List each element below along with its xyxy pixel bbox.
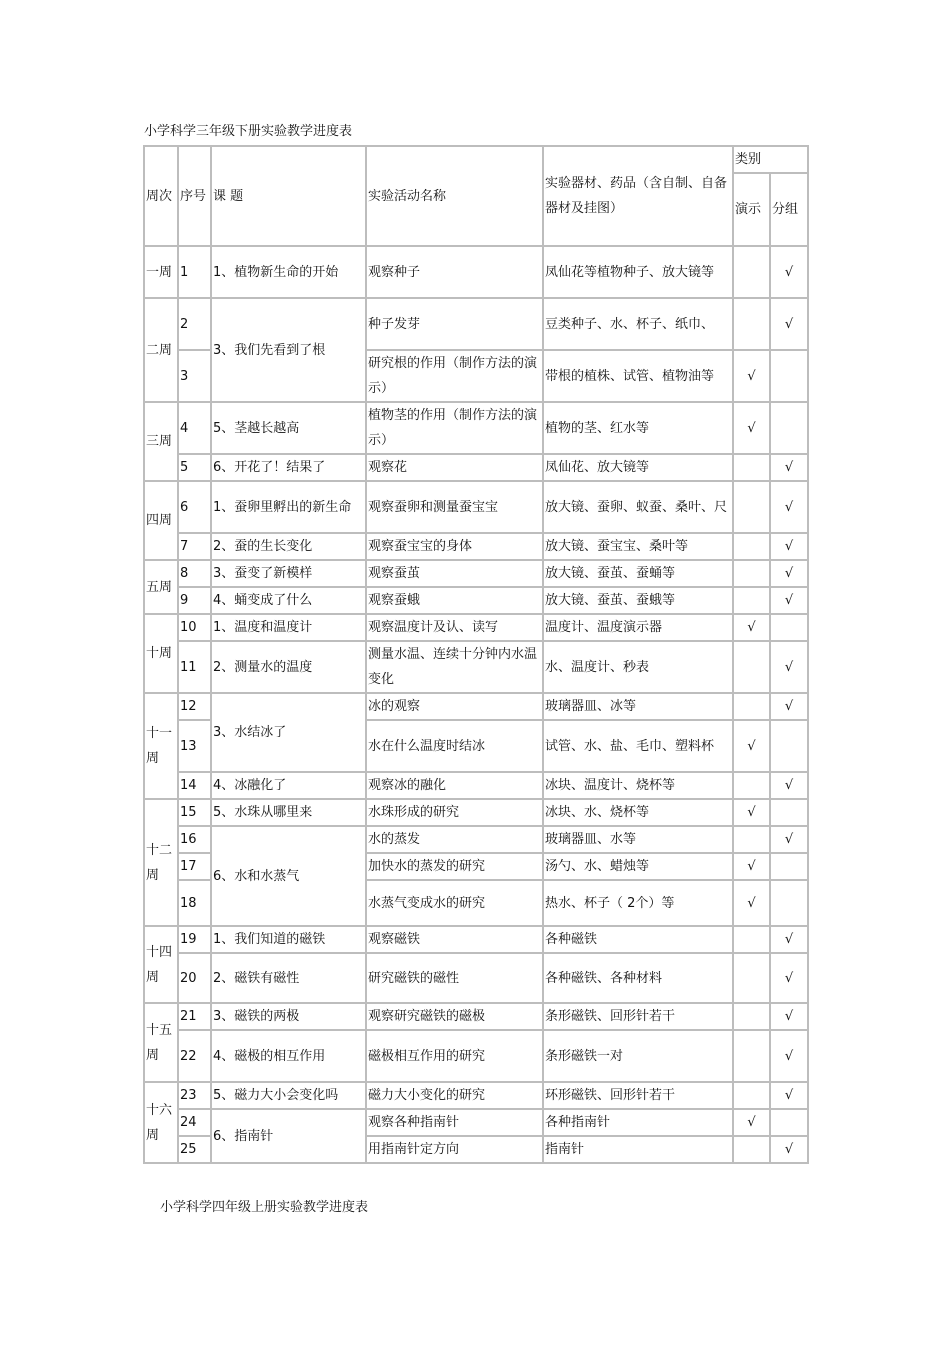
group-mark: √: [770, 953, 808, 1003]
activity-cell: 用指南针定方向: [366, 1136, 543, 1163]
activity-cell: 水在什么温度时结冰: [366, 720, 543, 772]
seq-cell: 14: [178, 772, 211, 799]
group-mark: √: [770, 826, 808, 853]
demo-mark: √: [733, 614, 770, 641]
seq-cell: 1: [178, 246, 211, 298]
group-mark: [770, 880, 808, 926]
group-mark: √: [770, 246, 808, 298]
group-mark: √: [770, 1136, 808, 1163]
group-mark: √: [770, 587, 808, 614]
seq-cell: 18: [178, 880, 211, 926]
topic-cell: 4、冰融化了: [211, 772, 366, 799]
week-cell: 十六周: [144, 1082, 178, 1163]
materials-cell: 试管、水、盐、毛巾、塑料杯: [543, 720, 733, 772]
seq-cell: 4: [178, 402, 211, 454]
week-cell: 十五周: [144, 1003, 178, 1082]
week-cell: 五周: [144, 560, 178, 614]
activity-cell: 观察各种指南针: [366, 1109, 543, 1136]
materials-cell: 豆类种子、水、杯子、纸巾、: [543, 298, 733, 350]
demo-mark: √: [733, 720, 770, 772]
seq-cell: 24: [178, 1109, 211, 1136]
materials-cell: 各种指南针: [543, 1109, 733, 1136]
activity-cell: 加快水的蒸发的研究: [366, 853, 543, 880]
demo-mark: √: [733, 350, 770, 402]
group-mark: [770, 614, 808, 641]
group-mark: √: [770, 560, 808, 587]
activity-cell: 种子发芽: [366, 298, 543, 350]
materials-cell: 玻璃器皿、水等: [543, 826, 733, 853]
demo-mark: [733, 1136, 770, 1163]
week-cell: 二周: [144, 298, 178, 402]
materials-cell: 放大镜、蚕茧、蚕蛹等: [543, 560, 733, 587]
demo-mark: √: [733, 402, 770, 454]
activity-cell: 测量水温、连续十分钟内水温变化: [366, 641, 543, 693]
demo-mark: [733, 533, 770, 560]
activity-cell: 观察研究磁铁的磁极: [366, 1003, 543, 1030]
demo-mark: √: [733, 1109, 770, 1136]
materials-cell: 冰块、温度计、烧杯等: [543, 772, 733, 799]
seq-cell: 16: [178, 826, 211, 853]
week-cell: 一周: [144, 246, 178, 298]
demo-mark: [733, 641, 770, 693]
group-mark: √: [770, 1082, 808, 1109]
seq-cell: 19: [178, 926, 211, 953]
materials-cell: 玻璃器皿、冰等: [543, 693, 733, 720]
seq-cell: 20: [178, 953, 211, 1003]
demo-mark: √: [733, 880, 770, 926]
group-mark: √: [770, 454, 808, 481]
demo-mark: [733, 926, 770, 953]
demo-mark: √: [733, 853, 770, 880]
seq-cell: 17: [178, 853, 211, 880]
next-table-title: 小学科学四年级上册实验教学进度表: [160, 1200, 369, 1215]
seq-cell: 21: [178, 1003, 211, 1030]
seq-cell: 22: [178, 1030, 211, 1082]
group-mark: √: [770, 481, 808, 533]
materials-cell: 凤仙花等植物种子、放大镜等: [543, 246, 733, 298]
topic-cell: 5、茎越长越高: [211, 402, 366, 454]
activity-cell: 磁力大小变化的研究: [366, 1082, 543, 1109]
group-mark: √: [770, 1003, 808, 1030]
demo-mark: [733, 246, 770, 298]
demo-mark: √: [733, 799, 770, 826]
seq-cell: 12: [178, 693, 211, 720]
materials-cell: 植物的茎、红水等: [543, 402, 733, 454]
demo-mark: [733, 298, 770, 350]
topic-cell: 4、磁极的相互作用: [211, 1030, 366, 1082]
demo-mark: [733, 481, 770, 533]
topic-cell: 6、开花了！结果了: [211, 454, 366, 481]
topic-cell: 2、测量水的温度: [211, 641, 366, 693]
group-mark: √: [770, 641, 808, 693]
seq-cell: 10: [178, 614, 211, 641]
materials-cell: 冰块、水、烧杯等: [543, 799, 733, 826]
seq-cell: 13: [178, 720, 211, 772]
demo-mark: [733, 693, 770, 720]
topic-cell: 6、指南针: [211, 1109, 366, 1163]
materials-cell: 水、温度计、秒表: [543, 641, 733, 693]
topic-cell: 3、蚕变了新模样: [211, 560, 366, 587]
seq-cell: 23: [178, 1082, 211, 1109]
materials-cell: 条形磁铁一对: [543, 1030, 733, 1082]
header-activity: 实验活动名称: [366, 146, 543, 246]
demo-mark: [733, 454, 770, 481]
activity-cell: 水的蒸发: [366, 826, 543, 853]
demo-mark: [733, 560, 770, 587]
activity-cell: 植物茎的作用（制作方法的演示）: [366, 402, 543, 454]
activity-cell: 观察蚕宝宝的身体: [366, 533, 543, 560]
group-mark: [770, 402, 808, 454]
materials-cell: 带根的植株、试管、植物油等: [543, 350, 733, 402]
materials-cell: 放大镜、蚕宝宝、桑叶等: [543, 533, 733, 560]
week-cell: 四周: [144, 481, 178, 560]
activity-cell: 观察蚕蛾: [366, 587, 543, 614]
topic-cell: 1、温度和温度计: [211, 614, 366, 641]
seq-cell: 9: [178, 587, 211, 614]
topic-cell: 1、蚕卵里孵出的新生命: [211, 481, 366, 533]
header-seq: 序号: [178, 146, 211, 246]
materials-cell: 放大镜、蚕茧、蚕蛾等: [543, 587, 733, 614]
seq-cell: 11: [178, 641, 211, 693]
seq-cell: 2: [178, 298, 211, 350]
group-mark: [770, 853, 808, 880]
activity-cell: 冰的观察: [366, 693, 543, 720]
materials-cell: 放大镜、蚕卵、蚁蚕、桑叶、尺: [543, 481, 733, 533]
week-cell: 十周: [144, 614, 178, 693]
seq-cell: 5: [178, 454, 211, 481]
group-mark: √: [770, 772, 808, 799]
group-mark: [770, 720, 808, 772]
group-mark: √: [770, 298, 808, 350]
activity-cell: 磁极相互作用的研究: [366, 1030, 543, 1082]
demo-mark: [733, 953, 770, 1003]
activity-cell: 观察温度计及认、读写: [366, 614, 543, 641]
topic-cell: 2、磁铁有磁性: [211, 953, 366, 1003]
seq-cell: 15: [178, 799, 211, 826]
activity-cell: 观察花: [366, 454, 543, 481]
week-cell: 三周: [144, 402, 178, 481]
header-demo: 演示: [733, 173, 770, 246]
topic-cell: 3、水结冰了: [211, 693, 366, 772]
demo-mark: [733, 1030, 770, 1082]
activity-cell: 水珠形成的研究: [366, 799, 543, 826]
materials-cell: 条形磁铁、回形针若干: [543, 1003, 733, 1030]
demo-mark: [733, 1003, 770, 1030]
group-mark: √: [770, 533, 808, 560]
materials-cell: 各种磁铁、各种材料: [543, 953, 733, 1003]
materials-cell: 凤仙花、放大镜等: [543, 454, 733, 481]
group-mark: [770, 350, 808, 402]
header-category: 类别: [733, 146, 808, 173]
demo-mark: [733, 587, 770, 614]
seq-cell: 25: [178, 1136, 211, 1163]
demo-mark: [733, 772, 770, 799]
activity-cell: 观察冰的融化: [366, 772, 543, 799]
activity-cell: 观察蚕卵和测量蚕宝宝: [366, 481, 543, 533]
topic-cell: 1、我们知道的磁铁: [211, 926, 366, 953]
header-week: 周次: [144, 146, 178, 246]
week-cell: 十二周: [144, 799, 178, 926]
week-cell: 十四周: [144, 926, 178, 1003]
seq-cell: 8: [178, 560, 211, 587]
header-materials: 实验器材、药品（含自制、自备器材及挂图）: [543, 146, 733, 246]
materials-cell: 热水、杯子（ 2个）等: [543, 880, 733, 926]
materials-cell: 各种磁铁: [543, 926, 733, 953]
group-mark: [770, 1109, 808, 1136]
materials-cell: 指南针: [543, 1136, 733, 1163]
topic-cell: 2、蚕的生长变化: [211, 533, 366, 560]
group-mark: √: [770, 1030, 808, 1082]
demo-mark: [733, 826, 770, 853]
materials-cell: 温度计、温度演示器: [543, 614, 733, 641]
experiment-schedule-table: [143, 145, 809, 1164]
topic-cell: 1、植物新生命的开始: [211, 246, 366, 298]
seq-cell: 7: [178, 533, 211, 560]
header-topic: 课 题: [211, 146, 366, 246]
demo-mark: [733, 1082, 770, 1109]
activity-cell: 研究根的作用（制作方法的演示）: [366, 350, 543, 402]
group-mark: √: [770, 926, 808, 953]
group-mark: √: [770, 693, 808, 720]
materials-cell: 汤勺、水、蜡烛等: [543, 853, 733, 880]
topic-cell: 3、磁铁的两极: [211, 1003, 366, 1030]
topic-cell: 4、蛹变成了什么: [211, 587, 366, 614]
materials-cell: 环形磁铁、回形针若干: [543, 1082, 733, 1109]
topic-cell: 3、我们先看到了根: [211, 298, 366, 402]
seq-cell: 3: [178, 350, 211, 402]
activity-cell: 水蒸气变成水的研究: [366, 880, 543, 926]
table-title: 小学科学三年级下册实验教学进度表: [144, 124, 353, 139]
topic-cell: 6、水和水蒸气: [211, 826, 366, 926]
activity-cell: 观察蚕茧: [366, 560, 543, 587]
topic-cell: 5、水珠从哪里来: [211, 799, 366, 826]
activity-cell: 观察磁铁: [366, 926, 543, 953]
activity-cell: 研究磁铁的磁性: [366, 953, 543, 1003]
topic-cell: 5、磁力大小会变化吗: [211, 1082, 366, 1109]
activity-cell: 观察种子: [366, 246, 543, 298]
seq-cell: 6: [178, 481, 211, 533]
header-group: 分组: [770, 173, 808, 246]
week-cell: 十一周: [144, 693, 178, 799]
group-mark: [770, 799, 808, 826]
